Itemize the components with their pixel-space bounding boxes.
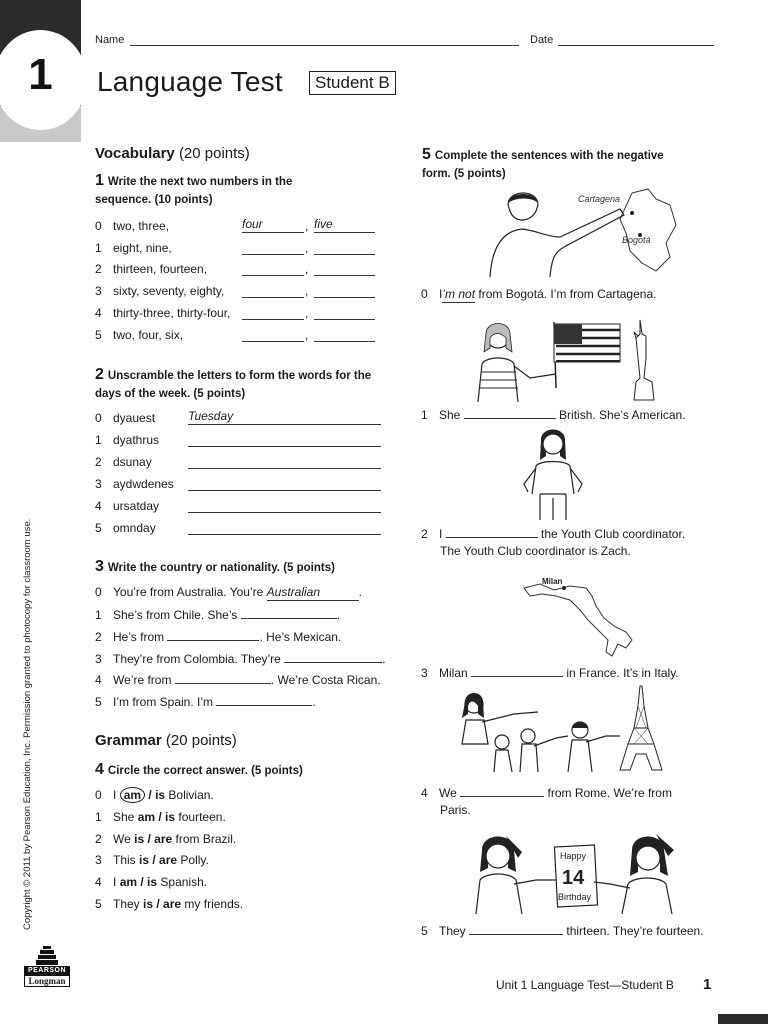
- q3-item: [95, 603, 340, 625]
- answer-choice[interactable]: is / are: [143, 897, 182, 911]
- item-text: I’m from Spain. I’m: [113, 695, 214, 709]
- unit-tab: [0, 0, 81, 142]
- answer-field-1[interactable]: [242, 239, 304, 255]
- q5-instruction: 5 Complete the sentences with the negative form. (5 points): [422, 146, 664, 180]
- comma: ,: [305, 262, 309, 276]
- item-text: in France. It’s in Italy.: [566, 666, 679, 680]
- item-text: my friends.: [184, 897, 244, 911]
- answer-field[interactable]: [175, 668, 271, 684]
- page-title: Language Test: [97, 66, 283, 97]
- answer-field[interactable]: [464, 403, 556, 419]
- item-text: He’s from: [113, 630, 165, 644]
- item-number: 0: [421, 287, 428, 301]
- item-subject: I: [113, 875, 117, 889]
- q4-instruction: 4 Circle the correct answer. (5 points): [95, 761, 303, 778]
- item-number: 0: [95, 585, 102, 599]
- answer-field[interactable]: ’m not: [442, 287, 476, 301]
- item-text: two, four, six,: [113, 328, 184, 342]
- item-text: fourteen.: [178, 810, 226, 824]
- item-number: 5: [95, 695, 102, 709]
- comma: ,: [305, 284, 309, 298]
- item-text-end: .: [312, 695, 316, 709]
- q5-item: [421, 403, 686, 425]
- q1-item: [95, 302, 230, 324]
- q5-item: [421, 283, 656, 305]
- scrambled-word: omnday: [113, 521, 156, 535]
- answer-field-2[interactable]: five: [314, 217, 375, 233]
- answer-field-1[interactable]: [242, 260, 304, 276]
- item-text: You’re from Australia. You’re: [113, 585, 264, 599]
- scrambled-word: ursatday: [113, 499, 160, 513]
- item-number: 3: [95, 284, 102, 298]
- item-subject: I: [439, 287, 443, 301]
- publisher-line1: PEARSON: [24, 966, 70, 975]
- q2-item: [95, 495, 159, 517]
- item-number: 2: [95, 455, 102, 469]
- item-text: two, three,: [113, 219, 170, 233]
- answer-field-2[interactable]: [314, 326, 375, 342]
- item-text: eight, nine,: [113, 241, 172, 255]
- item-subject: She: [113, 810, 135, 824]
- item-number: 1: [95, 433, 102, 447]
- q4-item: [95, 871, 207, 893]
- q2-item: [95, 451, 152, 473]
- answer-field[interactable]: [216, 690, 312, 706]
- item-number: 4: [95, 499, 102, 513]
- q1-instruction: 1 Write the next two numbers in the sequence. (10 points): [95, 172, 293, 206]
- item-text: thirty-three, thirty-four,: [113, 306, 231, 320]
- item-text: from Bogotá. I’m from Cartagena.: [478, 287, 657, 301]
- comma: ,: [305, 328, 309, 342]
- answer-field[interactable]: [241, 603, 337, 619]
- item-text: Bolivian.: [168, 788, 214, 802]
- unit-number: 1: [28, 50, 53, 99]
- answer-field[interactable]: [167, 625, 259, 641]
- italy-map-illustration: [522, 574, 642, 660]
- q1-item: [95, 215, 169, 237]
- item-number: 0: [95, 788, 102, 802]
- item-text: sixty, seventy, eighty,: [113, 284, 225, 298]
- answer-field[interactable]: [471, 661, 563, 677]
- name-field[interactable]: [130, 45, 519, 46]
- item-text: thirteen, fourteen,: [113, 262, 208, 276]
- item-number: 2: [95, 832, 102, 846]
- item-text: from Brazil.: [175, 832, 237, 846]
- item-number: 0: [95, 411, 102, 425]
- item-number: 2: [95, 630, 102, 644]
- grammar-heading: Grammar (20 points): [95, 732, 237, 749]
- q5-item-continued: The Youth Club coordinator is Zach.: [440, 544, 631, 558]
- answer-field-2[interactable]: [314, 260, 375, 276]
- q3-item: [95, 668, 381, 690]
- q4-item: [95, 806, 226, 828]
- item-number: 5: [95, 897, 102, 911]
- item-text: Spanish.: [160, 875, 208, 889]
- item-subject: We: [439, 786, 457, 800]
- q2-item: [95, 517, 156, 539]
- q5-item: [421, 661, 679, 683]
- item-subject: This: [113, 853, 136, 867]
- q2-instruction: 2 Unscramble the letters to form the words for the days of the week. (5 points): [95, 366, 372, 400]
- comma: ,: [305, 219, 309, 233]
- item-number: 3: [95, 477, 102, 491]
- item-text-end: .: [336, 608, 340, 622]
- item-subject: We: [113, 832, 131, 846]
- girl-standing-illustration: [518, 424, 588, 522]
- item-text: They’re from Colombia. They’re: [113, 652, 281, 666]
- q1-item: [95, 258, 207, 280]
- card-birthday-text: Birthday: [558, 892, 592, 902]
- birthday-card-illustration: [470, 828, 680, 914]
- answer-field[interactable]: Tuesday: [188, 409, 381, 425]
- pearson-emblem-icon: [24, 942, 70, 966]
- item-number: 4: [95, 306, 102, 320]
- q1-item: [95, 237, 172, 259]
- item-number: 5: [95, 328, 102, 342]
- scrambled-word: dyauest: [113, 411, 156, 425]
- q3-item: [95, 690, 316, 712]
- kids-eiffel-illustration: [456, 684, 668, 774]
- publisher-line2: Longman: [24, 975, 70, 987]
- q3-item: [95, 647, 386, 669]
- item-number: 1: [95, 241, 102, 255]
- date-field[interactable]: [558, 45, 714, 46]
- item-number: 1: [421, 408, 428, 422]
- item-subject: They: [113, 897, 140, 911]
- answer-field-1[interactable]: [242, 304, 304, 320]
- vocabulary-heading: Vocabulary (20 points): [95, 145, 250, 162]
- answer-field[interactable]: [188, 453, 381, 469]
- item-number: 5: [421, 924, 428, 938]
- choice-separator: /: [148, 788, 152, 802]
- q1-item: [95, 280, 224, 302]
- answer-field-1[interactable]: four: [242, 217, 304, 233]
- choice-option: is: [155, 788, 166, 802]
- item-number: 3: [95, 853, 102, 867]
- scrambled-word: dyathrus: [113, 433, 160, 447]
- q3-item: [95, 625, 341, 647]
- q2-item: [95, 429, 159, 451]
- answer-choice[interactable]: is / are: [134, 832, 173, 846]
- item-text: Polly.: [180, 853, 209, 867]
- copyright-notice: Copyright © 2011 by Pearson Education, Inc. Permission granted to photocopy for classroom use.: [22, 518, 33, 930]
- item-number: 4: [421, 786, 428, 800]
- q4-item: [95, 828, 236, 850]
- q2-item: [95, 473, 174, 495]
- name-label: Name: [95, 34, 125, 46]
- answer-choice[interactable]: am / is: [137, 810, 176, 824]
- map-label-milan: Milan: [542, 577, 563, 586]
- item-number: 2: [95, 262, 102, 276]
- item-subject: Milan: [439, 666, 468, 680]
- item-number: 4: [95, 673, 102, 687]
- item-text: the Youth Club coordinator.: [541, 527, 686, 541]
- answer-field[interactable]: [188, 475, 381, 491]
- student-badge: Student B: [309, 71, 396, 95]
- footer-text: Unit 1 Language Test—Student B: [496, 978, 674, 992]
- answer-field[interactable]: [446, 522, 538, 538]
- answer-field-2[interactable]: [314, 304, 375, 320]
- item-subject: They: [439, 924, 466, 938]
- item-text-end: .: [358, 585, 363, 599]
- q2-item: [95, 407, 155, 429]
- boy-map-illustration: [480, 185, 680, 277]
- map-label-cartagena: Cartagena: [578, 194, 621, 204]
- item-text: She’s from Chile. She’s: [113, 608, 238, 622]
- answer-field[interactable]: [460, 781, 544, 797]
- answer-field[interactable]: [284, 647, 382, 663]
- item-number: 3: [421, 666, 428, 680]
- date-label: Date: [530, 34, 554, 46]
- corner-mark: [718, 1014, 768, 1024]
- answer-field-1[interactable]: [242, 282, 304, 298]
- q5-item-continued: Paris.: [440, 803, 471, 817]
- q3-instruction: 3 Write the country or nationality. (5 points): [95, 558, 335, 575]
- girl-flag-illustration: [470, 318, 670, 402]
- answer-choice[interactable]: am / is: [119, 875, 158, 889]
- item-text: from Rome. We’re from: [547, 786, 672, 800]
- q4-item: [95, 849, 209, 871]
- q4-item: [95, 784, 214, 806]
- publisher-logo: [24, 942, 70, 987]
- answer-field-2[interactable]: [314, 239, 375, 255]
- item-text-end: . He’s Mexican.: [259, 630, 342, 644]
- answer-field[interactable]: [188, 519, 381, 535]
- q5-item: [421, 919, 704, 941]
- circled-answer: am: [120, 787, 145, 803]
- answer-field-2[interactable]: [314, 282, 375, 298]
- comma: ,: [305, 241, 309, 255]
- q3-item: [95, 581, 362, 603]
- item-number: 5: [95, 521, 102, 535]
- q1-item: [95, 324, 183, 346]
- item-subject: She: [439, 408, 461, 422]
- item-number: 4: [95, 875, 102, 889]
- answer-choice[interactable]: is / are: [139, 853, 178, 867]
- card-age-text: 14: [562, 867, 585, 889]
- item-text-end: .: [382, 652, 386, 666]
- map-label-bogota: Bogotá: [622, 235, 651, 245]
- answer-field[interactable]: [188, 497, 381, 513]
- answer-field[interactable]: Australian: [267, 585, 359, 601]
- scrambled-word: aydwdenes: [113, 477, 174, 491]
- answer-field[interactable]: [188, 431, 381, 447]
- answer-field-1[interactable]: [242, 326, 304, 342]
- item-number: 1: [95, 810, 102, 824]
- item-number: 0: [95, 219, 102, 233]
- item-text: thirteen. They’re fourteen.: [566, 924, 704, 938]
- page-number: 1: [703, 976, 712, 993]
- item-text-end: . We’re Costa Rican.: [270, 673, 381, 687]
- item-number: 3: [95, 652, 102, 666]
- q4-item: [95, 893, 243, 915]
- item-number: 2: [421, 527, 428, 541]
- item-number: 1: [95, 608, 102, 622]
- item-subject: I: [439, 527, 443, 541]
- card-happy-text: Happy: [560, 851, 587, 861]
- comma: ,: [305, 306, 309, 320]
- answer-field[interactable]: [469, 919, 563, 935]
- scrambled-word: dsunay: [113, 455, 152, 469]
- item-text: We’re from: [113, 673, 172, 687]
- item-text: British. She’s American.: [559, 408, 686, 422]
- item-subject: I: [113, 788, 117, 802]
